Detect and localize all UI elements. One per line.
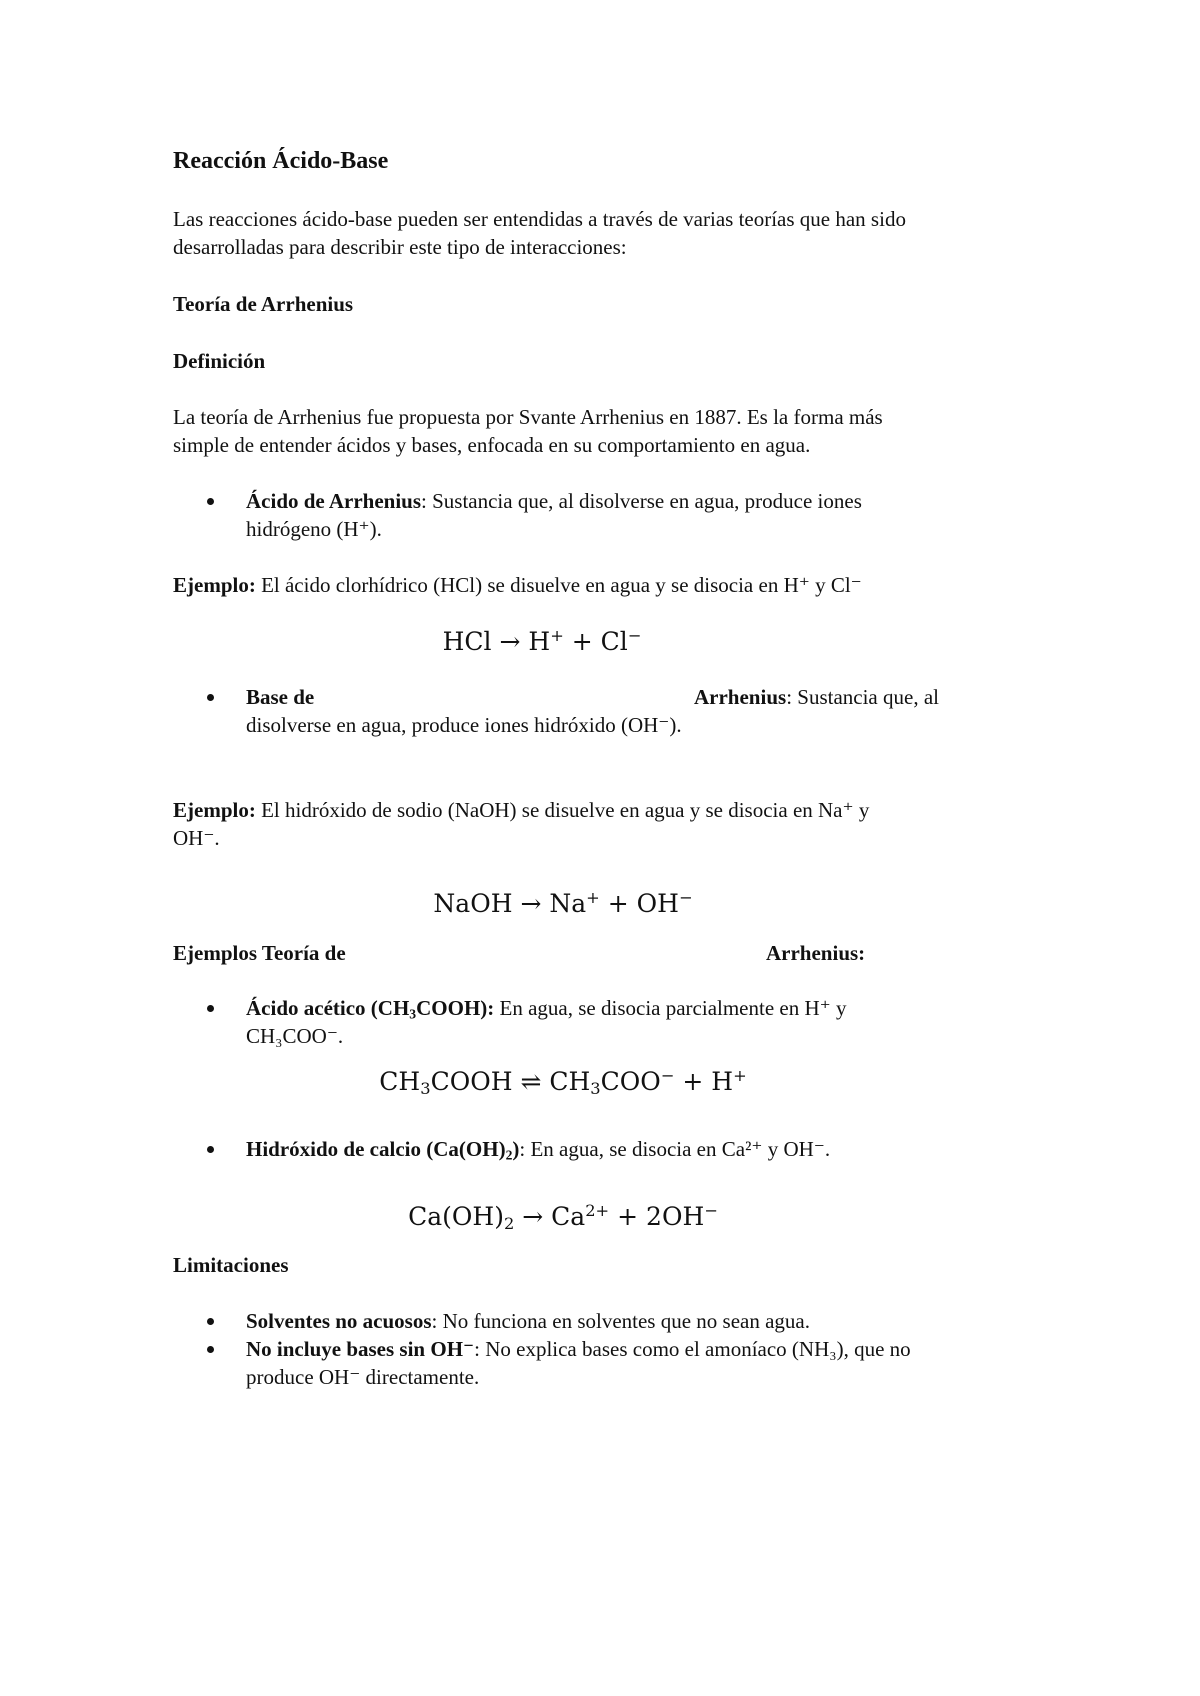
calcium-term: Hidróxido de calcio $(Ca(OH)_2)$ [246,1137,520,1163]
acetic-term: Ácido acético $(CH_3COOH)$: [246,996,495,1022]
calcium-item: Hidróxido de calcio $(Ca(OH)_2)$: En agua, se disocia en Ca²⁺ y OH⁻. [246,1137,831,1163]
example-2-line-1: Ejemplo: El hidróxido de sodio (NaOH) se disuelve en agua y se disocia en Na⁺ y [173,798,870,822]
bullet-icon [207,694,214,701]
base-term-part-1: Base de [246,685,315,709]
intro-line-1: Las reacciones ácido-base pueden ser entendidas a través de varias teorías que han sido [173,207,906,231]
definition-line-2: simple de entender ácidos y bases, enfocada en su comportamiento en agua. [173,433,811,457]
intro-line-2: desarrolladas para describir este tipo de interacciones: [173,235,627,259]
equation-hcl: HCl → H+ + Cl− [442,626,642,656]
definition-line-1: La teoría de Arrhenius fue propuesta por Svante Arrhenius en 1887. Es la forma más [173,405,883,429]
definition-heading: Definición [173,349,266,373]
acid-item-line-1: Ácido de Arrhenius: Sustancia que, al disolverse en agua, produce iones [246,489,862,513]
base-item-line-2: disolverse en agua, produce iones hidróxido (OH⁻). [246,713,682,737]
limitation-item-2-line-1: No incluye bases sin OH⁻: No explica bases como el amoníaco (NH₃), que no [246,1337,911,1361]
acetic-item-line-1: Ácido acético $(CH_3COOH)$: En agua, se disocia parcialmente en H⁺ y [246,996,847,1022]
examples-heading-part-1: Ejemplos Teoría de [173,941,346,965]
acid-term: Ácido de Arrhenius [246,489,422,513]
examples-heading-part-2: Arrhenius: [766,941,866,965]
page-title: Reacción Ácido-Base [173,148,389,174]
limitations-heading: Limitaciones [173,1253,289,1277]
section-heading-arrhenius: Teoría de Arrhenius [173,292,354,316]
acid-item-line-2: hidrógeno (H⁺). [246,517,382,541]
equation-acetic-acid: $CH_3COOH$ ⇌ $CH_3COO^- + H^+$ [379,1066,747,1099]
bullet-icon [207,1005,214,1012]
acetic-item-line-2: CH₃COO⁻. [246,1024,344,1048]
bullet-icon [207,1346,214,1353]
bullet-icon [207,498,214,505]
limitation-item-2-line-2: produce OH⁻ directamente. [246,1365,480,1389]
equation-naoh: NaOH → Na+ + OH− [433,888,693,918]
equation-calcium-hydroxide: $Ca(OH)_2 \to Ca^{2+} + 2OH^-$ [408,1201,718,1234]
base-item-line-1: Arrhenius: Sustancia que, al [694,685,939,709]
bullet-icon [207,1146,214,1153]
bullet-icon [207,1318,214,1325]
example-2-line-2: OH⁻. [173,826,220,850]
example-1: Ejemplo: El ácido clorhídrico (HCl) se disuelve en agua y se disocia en H⁺ y Cl⁻ [173,573,862,597]
limitation-item-1: Solventes no acuosos: No funciona en solventes que no sean agua. [246,1309,811,1333]
